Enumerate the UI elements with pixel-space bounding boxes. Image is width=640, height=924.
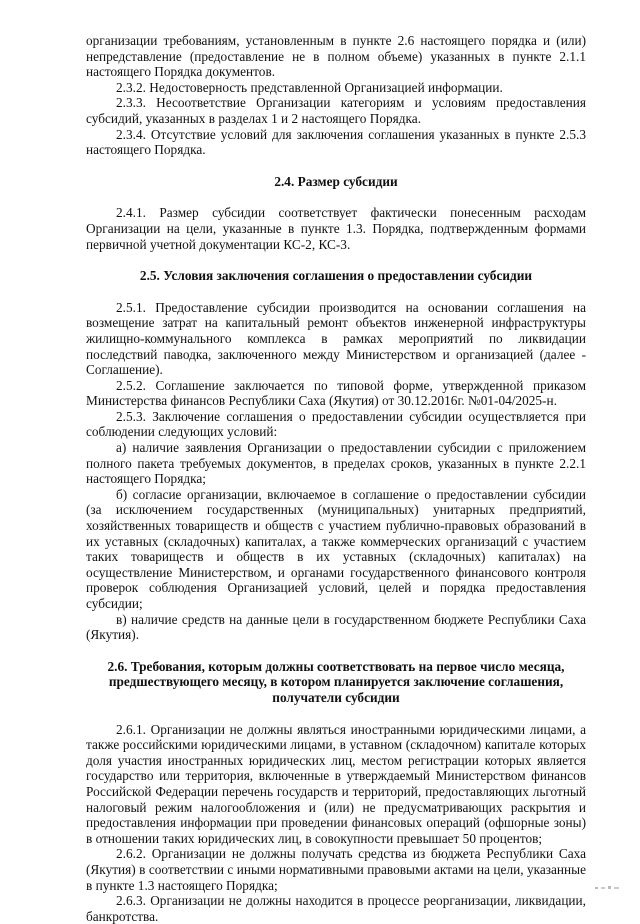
heading-2-4: 2.4. Размер субсидии	[274, 173, 398, 189]
heading-2-6-line2: предшествующего месяцу, в котором планируется заключение соглашения,	[108, 674, 564, 690]
heading-2-6	[86, 659, 586, 706]
paragraph-2-5-3-a: а) наличие заявления Организации о предоставлении субсидии с приложением полного пакета требуемых документов, в пределах сроков, указанных в пункте 2.2.1 настоящего Порядка;	[86, 440, 586, 487]
heading-2-5: 2.5. Условия заключения соглашения о предоставлении субсидии	[139, 268, 533, 284]
heading-2-6-line3: получатели субсидии	[272, 689, 400, 705]
paragraph-2-6-2: 2.6.2. Организации не должны получать средства из бюджета Республики Саха (Якутия) в соответствии с иными нормативными правовыми актами на цели, указанные в пункте 1.3 настоящего Порядка;	[86, 846, 586, 893]
paragraph-2-3-4: 2.3.4. Отсутствие условий для заключения соглашения указанных в пункте 2.5.3 настоящего Порядка.	[86, 126, 586, 158]
paragraph-2-3-1-continuation: организации требованиям, установленным в пункте 2.6 настоящего порядка и (или) непредставление (предоставление не в полном объеме) указанных в пункте 2.1.1 настоящего Порядка документов.	[86, 33, 586, 80]
paragraph-2-6-1: 2.6.1. Организации не должны являться иностранными юридическими лицами, а также российскими юридическими лицами, в уставном (складочном) капитале которых доля участия иностранных юридических лиц, местом регистрации которых является государство или территория, включенные в утверждаемый Министерством финансов Российской Федерации перечень государств и территорий, предоставляющих льготный налоговый режим налогообложения и (или) не предусматривающих раскрытия и предоставления информации при проведении финансовых операций (офшорные зоны) в отношении таких юридических лиц, в совокупности превышает 50 процентов;	[86, 721, 586, 846]
paragraph-2-5-3-b: б) согласие организации, включаемое в соглашение о предоставлении субсидии (за исключением государственных (муниципальных) унитарных предприятий, хозяйственных товариществ и обществ с участием публично-правовых образований в их уставных (складочных) капиталах, а также коммерческих организаций с участием таких товариществ и обществ в их уставных (складочных) капиталах) на осуществление Министерством, и органами государственного финансового контроля проверок соблюдения Организацией условий, целей и порядка предоставления субсидии;	[86, 486, 586, 611]
paragraph-2-4-1: 2.4.1. Размер субсидии соответствует фактически понесенным расходам Организации на цели, указанные в пункте 1.3. Порядка, подтвержденным формами первичной учетной документации КС-2, КС-3.	[86, 205, 586, 252]
paragraph-2-3-2: 2.3.2. Недостоверность представленной Организацией информации.	[116, 79, 503, 95]
heading-2-6-line1: 2.6. Требования, которым должны соответствовать на первое число месяца,	[107, 658, 565, 674]
paragraph-2-6-3: 2.6.3. Организации не должны находится в процессе реорганизации, ликвидации, банкротства.	[86, 893, 586, 924]
paragraph-2-5-1: 2.5.1. Предоставление субсидии производится на основании соглашения на возмещение затрат на капитальный ремонт объектов инженерной инфраструктуры жилищно-коммунального комплекса в рамках мероприятий по ликвидации последствий паводка, заключенного между Министерством и организацией (далее - Соглашение).	[86, 299, 586, 378]
paragraph-2-5-3-c: в) наличие средств на данные цели в государственном бюджете Республики Саха (Якутия).	[86, 611, 586, 643]
paragraph-2-5-3: 2.5.3. Заключение соглашения о предоставлении субсидии осуществляется при соблюдении следующих условий:	[86, 408, 586, 440]
scan-mark	[594, 884, 622, 892]
paragraph-2-5-2: 2.5.2. Соглашение заключается по типовой форме, утвержденной приказом Министерства финансов Республики Саха (Якутия) от 30.12.2016г. №01-04/2025-н.	[86, 377, 586, 409]
paragraph-2-3-3: 2.3.3. Несоответствие Организации категориям и условиям предоставления субсидий, указанных в разделах 1 и 2 настоящего Порядка.	[86, 95, 586, 126]
